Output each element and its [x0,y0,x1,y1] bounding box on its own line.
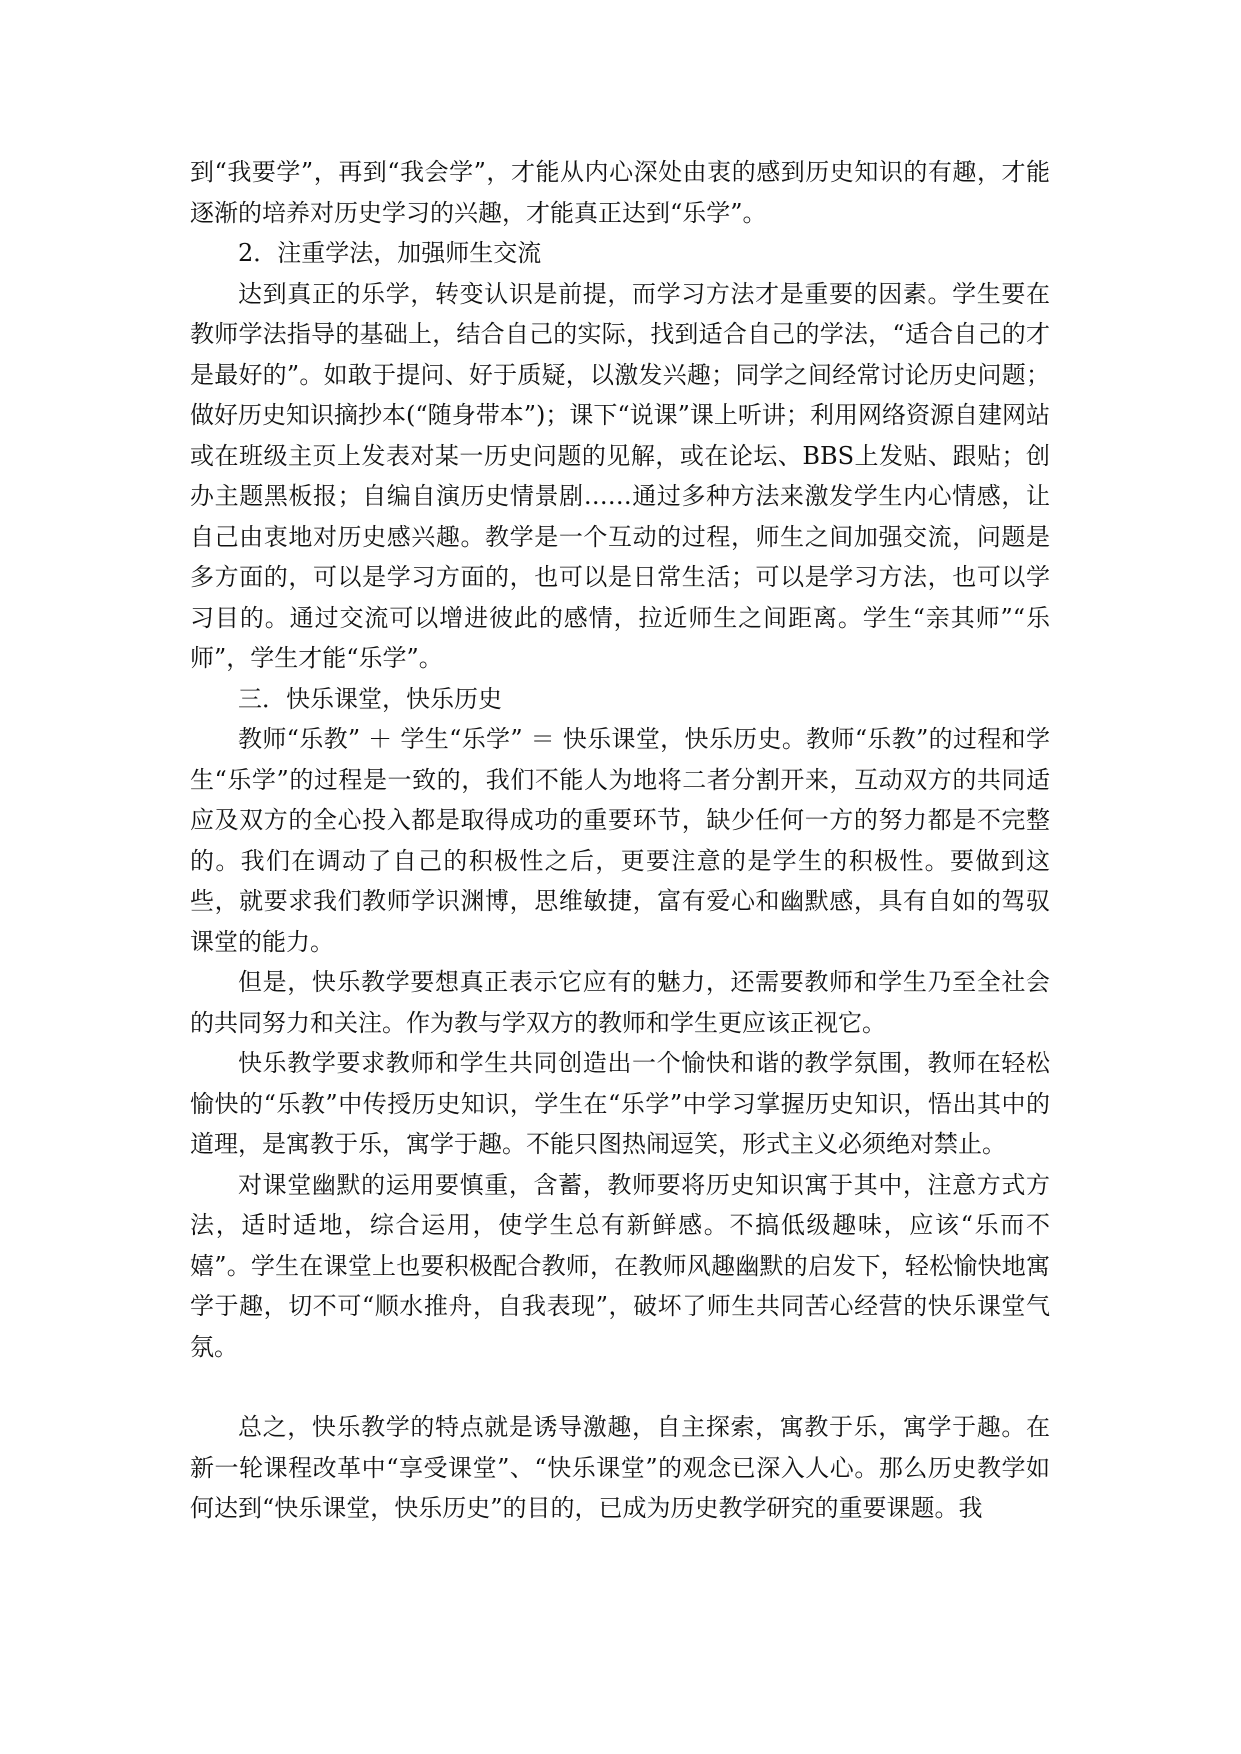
paragraph-continuation: 到“我要学”，再到“我会学”，才能从内心深处由衷的感到历史知识的有趣，才能逐渐的培养对历史学习的兴趣，才能真正达到“乐学”。 [190,158,1050,227]
blank-line [190,1367,1050,1407]
document-body [190,152,1050,1529]
paragraph-conclusion: 总之，快乐教学的特点就是诱导激趣，自主探索，寓教于乐，寓学于趣。在新一轮课程改革中“享受课堂”、“快乐课堂”的观念已深入人心。那么历史教学如何达到“快乐课堂，快乐历史”的目的，已成为历史教学研究的重要课题。我 [190,1413,1050,1522]
paragraph: 教师“乐教” ＋ 学生“乐学” ＝ 快乐课堂，快乐历史。教师“乐教”的过程和学生“乐学”的过程是一致的，我们不能人为地将二者分割开来，互动双方的共同适应及双方的全心投入都是取得成功的重要环节，缺少任何一方的努力都是不完整的。我们在调动了自己的积极性之后，更要注意的是学生的积极性。要做到这些，就要求我们教师学识渊博，思维敏捷，富有爱心和幽默感，具有自如的驾驭课堂的能力。 [190,725,1050,956]
paragraph: 快乐教学要求教师和学生共同创造出一个愉快和谐的教学氛围，教师在轻松愉快的“乐教”中传授历史知识，学生在“乐学”中学习掌握历史知识，悟出其中的道理，是寓教于乐，寓学于趣。不能只图热闹逗笑，形式主义必须绝对禁止。 [190,1049,1050,1158]
paragraph: 对课堂幽默的运用要慎重，含蓄，教师要将历史知识寓于其中，注意方式方法，适时适地，综合运用，使学生总有新鲜感。不搞低级趣味，应该“乐而不嬉”。学生在课堂上也要积极配合教师，在教师风趣幽默的启发下，轻松愉快地寓学于趣，切不可“顺水推舟，自我表现”，破坏了师生共同苦心经营的快乐课堂气氛。 [190,1170,1050,1361]
paragraph: 但是，快乐教学要想真正表示它应有的魅力，还需要教师和学生乃至全社会的共同努力和关注。作为教与学双方的教师和学生更应该正视它。 [190,968,1050,1037]
paragraph: 达到真正的乐学，转变认识是前提，而学习方法才是重要的因素。学生要在教师学法指导的基础上，结合自己的实际，找到适合自己的学法，“适合自己的才是最好的”。如敢于提问、好于质疑，以激发兴趣；同学之间经常讨论历史问题；做好历史知识摘抄本(“随身带本”)；课下“说课”课上听讲；利用网络资源自建网站或在班级主页上发表对某一历史问题的见解，或在论坛、BBS上发贴、跟贴；创办主题黑板报；自编自演历史情景剧……通过多种方法来激发学生内心情感，让自己由衷地对历史感兴趣。教学是一个互动的过程，师生之间加强交流，问题是多方面的，可以是学习方面的，也可以是日常生活；可以是学习方法，也可以学习目的。通过交流可以增进彼此的感情，拉近师生之间距离。学生“亲其师”“乐师”，学生才能“乐学”。 [190,279,1050,672]
section-heading-happy-classroom: 三．快乐课堂，快乐历史 [238,684,502,713]
section-heading-study-method: 2．注重学法，加强师生交流 [238,239,542,267]
